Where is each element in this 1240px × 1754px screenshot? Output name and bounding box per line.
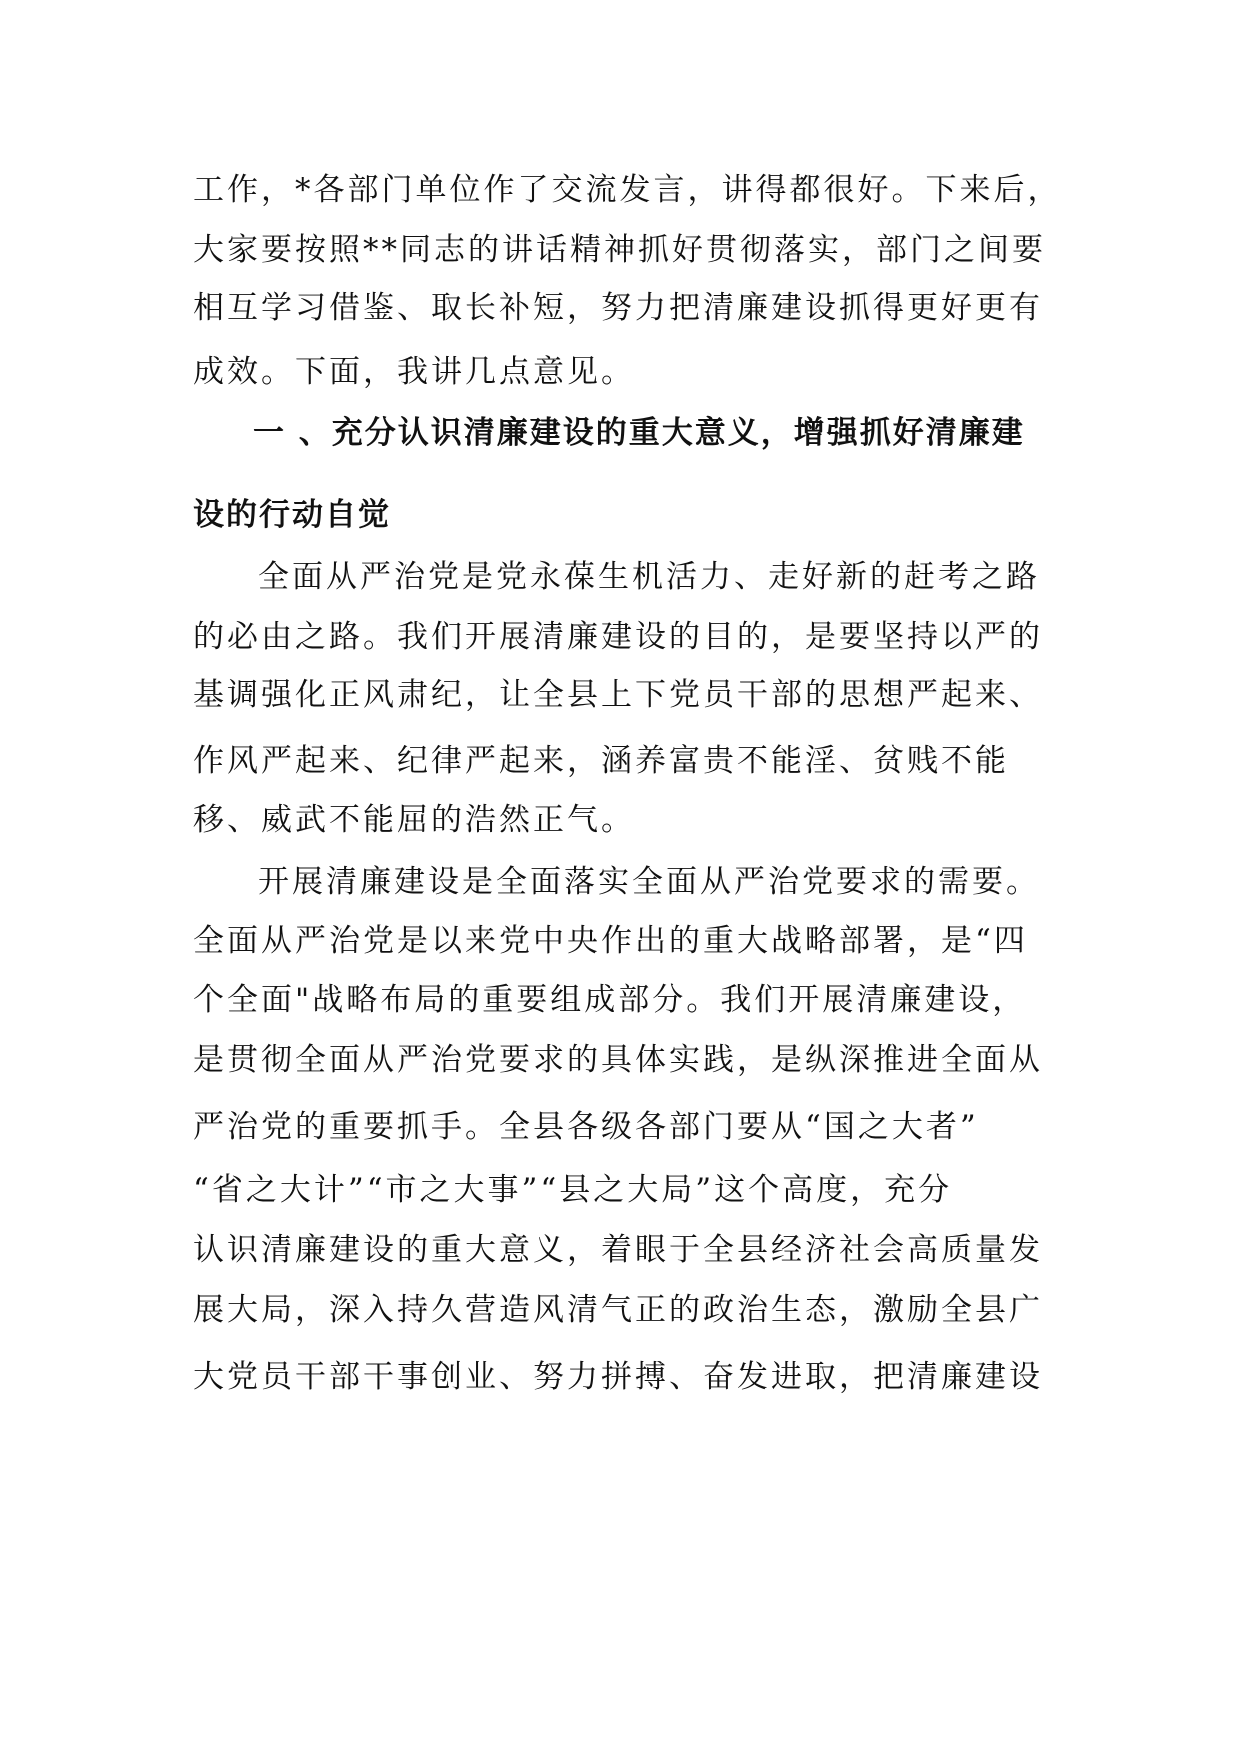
paragraph-line: 大党员干部干事创业、努力拼搏、奋发进取，把清廉建设 (193, 1359, 1043, 1395)
paragraph-line: 认识清廉建设的重大意义，着眼于全县经济社会高质量发 (193, 1232, 1043, 1268)
paragraph-line: 的必由之路。我们开展清廉建设的目的，是要坚持以严的 (193, 619, 1043, 655)
paragraph-line: 个全面"战略布局的重要组成部分。我们开展清廉建设， (193, 982, 1027, 1018)
paragraph-line: 严治党的重要抓手。全县各级各部门要从“国之大者” (193, 1109, 979, 1145)
paragraph-line: 是贯彻全面从严治党要求的具体实践，是纵深推进全面从 (193, 1042, 1043, 1078)
paragraph-line: 基调强化正风肃纪，让全县上下党员干部的思想严起来、 (193, 677, 1043, 713)
paragraph-line: 作风严起来、纪律严起来，涵养富贵不能淫、贫贱不能 (193, 743, 1009, 779)
paragraph-line: 大家要按照**同志的讲话精神抓好贯彻落实，部门之间要 (193, 232, 1046, 268)
paragraph-line: “省之大计”“市之大事”“县之大局”这个高度，充分 (193, 1172, 953, 1208)
paragraph-line: 开展清廉建设是全面落实全面从严治党要求的需要。 (258, 864, 1040, 900)
paragraph-line: 展大局，深入持久营造风清气正的政治生态，激励全县广 (193, 1292, 1043, 1328)
paragraph-line: 全面从严治党是以来党中央作出的重大战略部署，是“四 (193, 923, 1028, 959)
section-heading: 一 、充分认识清廉建设的重大意义，增强抓好清廉建 (253, 415, 1025, 451)
paragraph-line: 全面从严治党是党永葆生机活力、走好新的赶考之路 (258, 559, 1040, 595)
paragraph-line: 移、威武不能屈的浩然正气。 (193, 802, 635, 838)
paragraph-line: 工作，*各部门单位作了交流发言，讲得都很好。下来后， (193, 172, 1062, 208)
paragraph-line: 成效。下面，我讲几点意见。 (193, 354, 635, 390)
section-heading-continued: 设的行动自觉 (193, 497, 391, 533)
paragraph-line: 相互学习借鉴、取长补短，努力把清廉建设抓得更好更有 (193, 290, 1043, 326)
